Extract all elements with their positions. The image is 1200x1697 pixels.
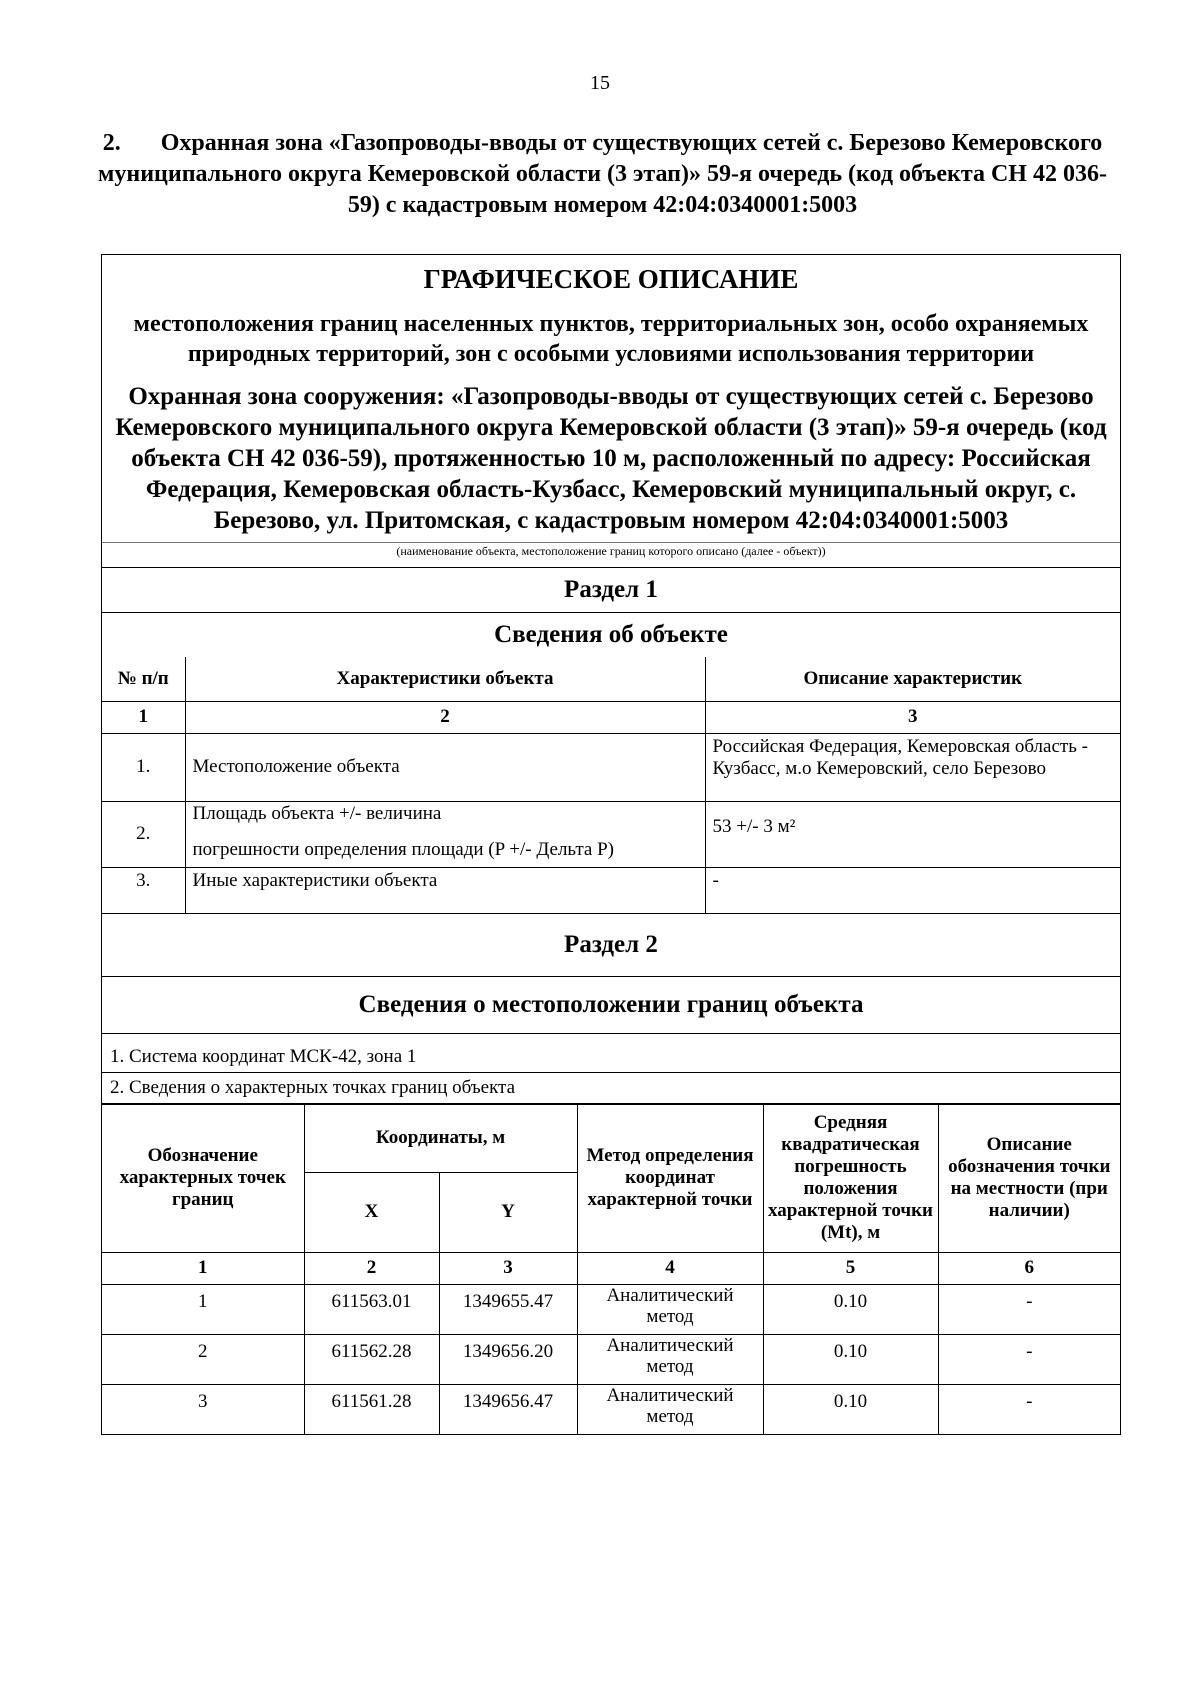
col-number: 6 [938, 1252, 1120, 1284]
col-number: 4 [577, 1252, 763, 1284]
header-designation: Обозначение характерных точек границ [102, 1104, 304, 1252]
header-description: Описание характеристик [705, 657, 1120, 701]
column-number-row [102, 1252, 1120, 1284]
point-y: 1349656.20 [439, 1334, 577, 1384]
point-y: 1349655.47 [439, 1284, 577, 1334]
section2-title: Сведения о местоположении границ объекта [102, 977, 1120, 1034]
table-header-row [102, 657, 1120, 701]
header-error: Средняя квадратическая погрешность положения характерной точки (Mt), м [763, 1104, 938, 1252]
col-number: 1 [102, 701, 185, 733]
header-y: Y [439, 1172, 577, 1252]
section1-title: Сведения об объекте [494, 621, 728, 648]
section2-label: Раздел 2 [102, 914, 1120, 977]
column-number-row [102, 701, 1120, 733]
col-number: 5 [763, 1252, 938, 1284]
point-method: Аналитический метод [577, 1284, 763, 1334]
point-id: 2 [102, 1334, 304, 1384]
section1-label: Раздел 1 [102, 568, 1120, 613]
header-point-description: Описание обозначения точки на местности (при наличии) [938, 1104, 1120, 1252]
row-num: 3. [102, 867, 185, 913]
point-mt: 0.10 [763, 1384, 938, 1434]
row-value: - [705, 867, 1120, 913]
table-row [102, 1334, 1120, 1384]
header-characteristic: Характеристики объекта [185, 657, 705, 701]
header-x: X [304, 1172, 439, 1252]
graphic-description-frame [101, 254, 1121, 1435]
page-number: 15 [590, 72, 610, 94]
points-header-row [102, 1104, 1120, 1172]
boundary-points-table [102, 1104, 1120, 1435]
point-id: 1 [102, 1284, 304, 1334]
table-row [102, 1284, 1120, 1334]
header-num: № п/п [102, 657, 185, 701]
point-id: 3 [102, 1384, 304, 1434]
heading-number: 2. [102, 130, 121, 156]
col-number: 3 [439, 1252, 577, 1284]
col-number: 1 [102, 1252, 304, 1284]
row-name: Местоположение объекта [185, 733, 705, 801]
row-num: 1. [102, 733, 185, 801]
row-name-line1: Площадь объекта +/- величина [192, 802, 442, 824]
point-description: - [938, 1284, 1120, 1334]
coordinate-system: 1. Система координат МСК-42, зона 1 [102, 1034, 1120, 1073]
col-number: 3 [705, 701, 1120, 733]
heading-text: Охранная зона «Газопроводы-вводы от существующих сетей с. Березово Кемеровского муниципального округа Кемеровской области (3 этап)» 59-я очередь (код объекта СН 42 036-59) с кадастровым номером 42:04:0340001:5003 [98, 130, 1107, 218]
row-name [185, 801, 705, 867]
form-title: ГРАФИЧЕСКОЕ ОПИСАНИЕ [423, 264, 799, 294]
object-caption: (наименование объекта, местоположение границ которого описано (далее - объект)) [102, 543, 1120, 568]
point-x: 611563.01 [304, 1284, 439, 1334]
point-method: Аналитический метод [577, 1334, 763, 1384]
row-value: 53 +/- 3 м² [705, 801, 1120, 867]
col-number: 2 [185, 701, 705, 733]
point-description: - [938, 1384, 1120, 1434]
document-heading [95, 128, 1110, 221]
table-row [102, 801, 1120, 867]
point-x: 611562.28 [304, 1334, 439, 1384]
row-name-line2: погрешности определения площади (P +/- Дельта P) [192, 838, 614, 860]
object-info-table [102, 657, 1120, 914]
table-row [102, 867, 1120, 913]
point-mt: 0.10 [763, 1284, 938, 1334]
table-row [102, 733, 1120, 801]
col-number: 2 [304, 1252, 439, 1284]
point-x: 611561.28 [304, 1384, 439, 1434]
object-description: Охранная зона сооружения: «Газопроводы-вводы от существующих сетей с. Березово Кемеровского муниципального округа Кемеровской области (3 этап)» 59-я очередь (код объекта СН 42 036-59), протяженностью 10 м, расположенный по адресу: Российская Федерация, Кемеровская область-Кузбасс, Кемеровский муниципальный округ, с. Березово, ул. Притомская, с кадастровым номером 42:04:0340001:5003 [115, 383, 1107, 534]
form-subtitle: местоположения границ населенных пунктов, территориальных зон, особо охраняемых природных территорий, зон с особыми условиями использования территории [133, 311, 1089, 367]
row-value: Российская Федерация, Кемеровская область - Кузбасс, м.о Кемеровский, село Березово [705, 733, 1120, 801]
point-mt: 0.10 [763, 1334, 938, 1384]
row-name: Иные характеристики объекта [185, 867, 705, 913]
points-caption: 2. Сведения о характерных точках границ объекта [102, 1073, 1120, 1104]
point-description: - [938, 1334, 1120, 1384]
point-y: 1349656.47 [439, 1384, 577, 1434]
row-num: 2. [102, 801, 185, 867]
title-block [102, 255, 1120, 543]
table-row [102, 1384, 1120, 1434]
header-method: Метод определения координат характерной точки [577, 1104, 763, 1252]
header-coordinates: Координаты, м [304, 1104, 577, 1172]
point-method: Аналитический метод [577, 1384, 763, 1434]
